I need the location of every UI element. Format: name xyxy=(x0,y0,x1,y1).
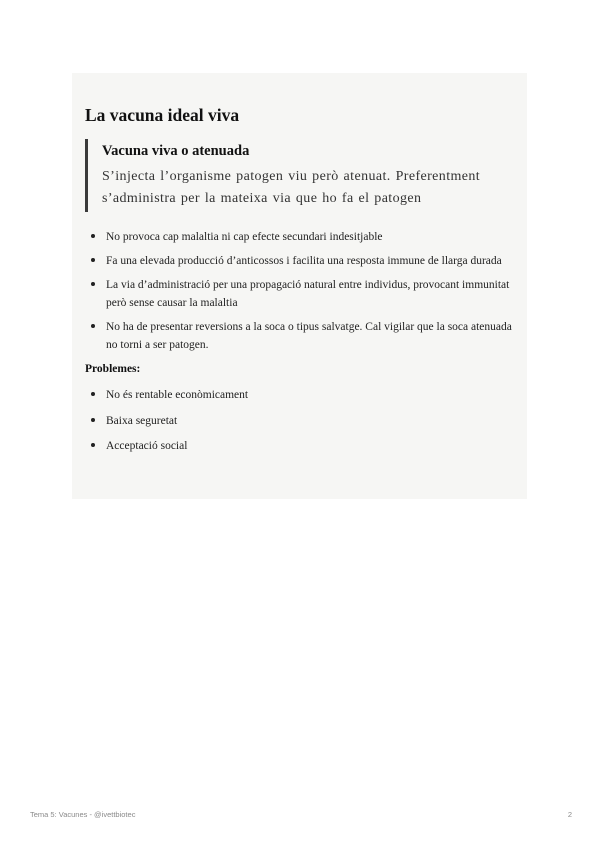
list-item-text: No provoca cap malaltia ni cap efecte secundari indesitjable xyxy=(106,231,383,243)
list-item xyxy=(106,386,513,404)
list-item-text: Baixa seguretat xyxy=(106,414,178,427)
content-card xyxy=(72,73,527,499)
list-item-text: Acceptació social xyxy=(106,440,188,452)
bullet-icon xyxy=(91,418,95,422)
callout-block xyxy=(85,139,513,212)
list-item-text: La via d’administració per una propagació natural entre individus, provocant immunitat però sense causar la malaltia xyxy=(106,279,510,309)
bullet-icon xyxy=(91,234,95,238)
list-item xyxy=(106,437,513,455)
bullet-icon xyxy=(91,392,95,396)
bullet-icon xyxy=(91,258,95,262)
section-title: La vacuna ideal viva xyxy=(85,105,240,125)
list-item-text: No ha de presentar reversions a la soca o tipus salvatge. Cal vigilar que la soca atenuada no torni a ser patogen. xyxy=(106,321,512,351)
list-item-text: Fa una elevada producció d’anticossos i facilita una resposta immune de llarga durada xyxy=(106,255,502,267)
list-item xyxy=(106,318,513,354)
list-item-text: No és rentable econòmicament xyxy=(106,389,249,401)
bullet-icon xyxy=(91,324,95,328)
list-item xyxy=(106,412,513,430)
callout-text: S’injecta l’organisme patogen viu però atenuat. Preferentment s’administra per la mateixa via que ho fa el patogen xyxy=(102,169,481,206)
list-item xyxy=(106,228,513,246)
bullet-icon xyxy=(91,443,95,447)
problems-list xyxy=(85,386,513,455)
bullet-icon xyxy=(91,282,95,286)
list-item xyxy=(106,276,513,312)
problems-label: Problemes: xyxy=(85,363,141,375)
list-item xyxy=(106,252,513,270)
page-number: 2 xyxy=(567,810,572,819)
features-list xyxy=(85,228,513,354)
footer-text: Tema 5: Vacunes - @ivettbiotec xyxy=(30,810,136,819)
callout-title: Vacuna viva o atenuada xyxy=(102,143,250,159)
